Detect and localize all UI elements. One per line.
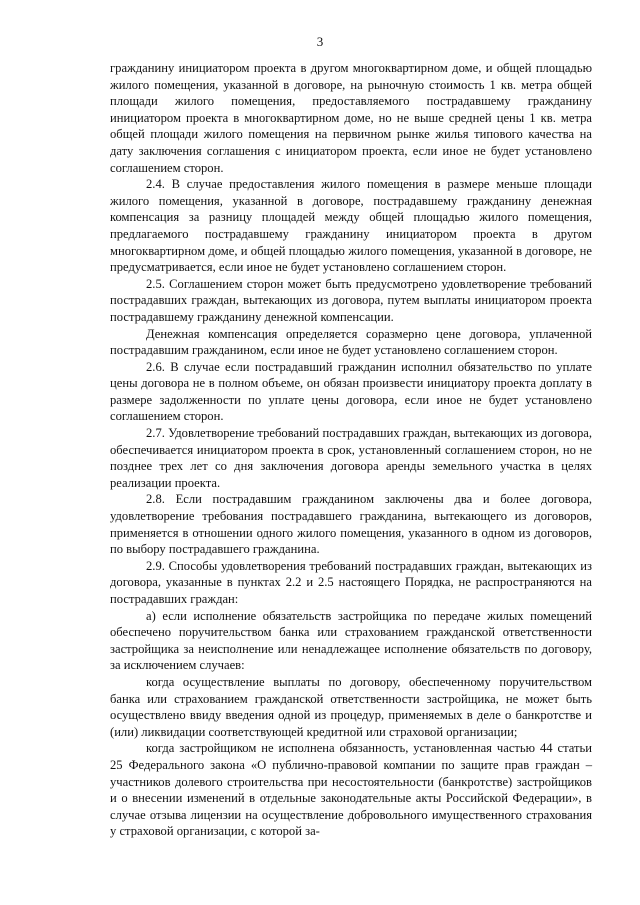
paragraph: а) если исполнение обязательств застройщика по передаче жилых помещений обеспечено поручительством банка или страхованием гражданской ответственности застройщика за неисполнение или ненадлежащее исполнение обязательств по договору, за исключением случаев:: [110, 608, 592, 673]
paragraph: 2.8. Если пострадавшим гражданином заключены два и более договора, удовлетворение требования пострадавшего гражданина, вытекающего из договоров, применяется в отношении одного жилого помещения, указанного в одном из договоров, по выбору пострадавшего гражданина.: [110, 492, 592, 557]
paragraph: когда осуществление выплаты по договору, обеспеченному поручительством банка или страхованием гражданской ответственности застройщика, не может быть осуществлено ввиду введения одной из процедур, применяемых в деле о банкротстве и (или) ликвидации соответствующей кредитной или страховой организации;: [110, 674, 592, 739]
paragraph: Денежная компенсация определяется соразмерно цене договора, уплаченной пострадавшим гражданином, если иное не будет установлено соглашением сторон.: [110, 326, 592, 358]
paragraph: 2.4. В случае предоставления жилого помещения в размере меньше площади жилого помещения, указанной в договоре, пострадавшему гражданину денежная компенсация за разницу площадей между общей площадью жилого помещения, предлагаемого пострадавшему гражданину инициатором проекта в другом многоквартирном доме, и общей площадью жилого помещения, указанной в договоре, не предусматривается, если иное не будет установлено соглашением сторон.: [110, 177, 592, 275]
paragraph: 2.7. Удовлетворение требований пострадавших граждан, вытекающих из договора, обеспечивается инициатором проекта в срок, установленный соглашением сторон, но не позднее трех лет со дня заключения договора аренды земельного участка в целях реализации проекта.: [110, 426, 592, 490]
document-body: [110, 60, 592, 840]
paragraph: 2.9. Способы удовлетворения требований пострадавших граждан, вытекающих из договора, указанные в пунктах 2.2 и 2.5 настоящего Порядка, не распространяются на пострадавших граждан:: [110, 558, 592, 606]
page-number: 3: [316, 34, 324, 49]
paragraph: когда застройщиком не исполнена обязанность, установленная частью 44 статьи 25 Федерального закона «О публично-правовой компании по защите прав граждан – участников долевого строительства при несостоятельности (банкротстве) застройщиков и о внесении изменений в отдельные законодательные акты Российской Федерации», в случае отзыва лицензии на осуществление добровольного имущественного страхования у страховой организации, с которой за-: [110, 741, 592, 839]
paragraph: 2.6. В случае если пострадавший гражданин исполнил обязательство по уплате цены договора не в полном объеме, он обязан произвести инициатору проекта доплату в размере задолженности по уплате цены договора, если иное не будет установлено соглашением сторон.: [110, 359, 592, 424]
paragraph: гражданину инициатором проекта в другом многоквартирном доме, и общей площадью жилого помещения, указанной в договоре, на рыночную стоимость 1 кв. метра общей площади жилого помещения, предоставляемого пострадавшему гражданину инициатором проекта в многоквартирном доме, но не выше средней цены 1 кв. метра общей площади жилого помещения на первичном рынке жилья типового качества на дату заключения соглашения с инициатором проекта, если иное не будет установлено соглашением сторон.: [110, 61, 592, 175]
paragraph: 2.5. Соглашением сторон может быть предусмотрено удовлетворение требований пострадавших граждан, вытекающих из договора, путем выплаты инициатором проекта пострадавшему гражданину денежной компенсации.: [110, 276, 592, 324]
